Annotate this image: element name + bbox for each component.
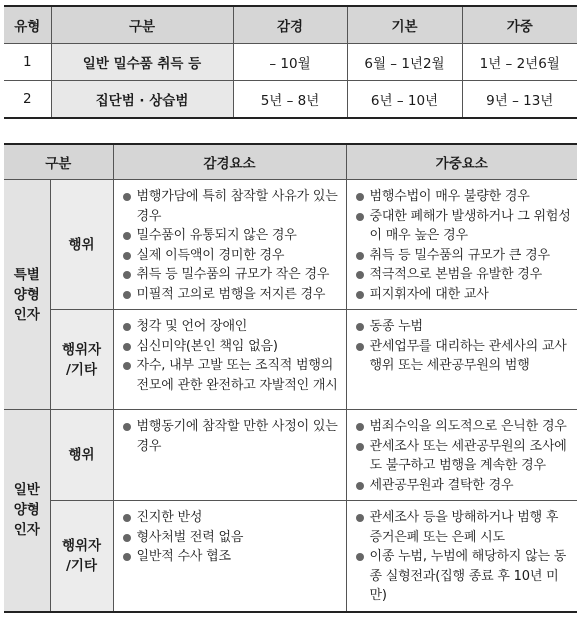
label-line: 인자 [13, 522, 40, 539]
sentencing-factors-table [4, 143, 577, 613]
type-cell: 1 [4, 44, 51, 81]
factor-list [122, 508, 340, 567]
list-item: 적극적으로 본범을 유발한 경우 [355, 265, 572, 285]
list-item: 범행동기에 참작할 만한 사정이 있는 경우 [122, 417, 340, 456]
list-item: 범죄수익을 의도적으로 은닉한 경우 [355, 417, 572, 437]
mitigated-range-cell: 5년 – 8년 [233, 81, 347, 119]
act-label: 행위 [50, 410, 113, 501]
label-line: 양형 [13, 286, 40, 303]
factor-list [355, 508, 572, 606]
mitigating-factors-cell [113, 180, 346, 310]
list-item: 취득 등 밀수품의 규모가 큰 경우 [355, 246, 572, 266]
actor-other-label [50, 310, 113, 410]
category-cell: 집단범 · 상습범 [51, 81, 233, 119]
list-item: 미필적 고의로 범행을 저지른 경우 [122, 285, 340, 305]
table-row [4, 310, 577, 410]
special-factors-label [4, 180, 50, 410]
list-item: 관세조사 등을 방해하거나 범행 후 증거은폐 또는 은폐 시도 [355, 508, 572, 547]
factor-list [355, 317, 572, 376]
header-mitigating-factors: 감경요소 [113, 144, 346, 180]
general-factors-label [4, 410, 50, 612]
label-line: 행위자 [61, 341, 102, 358]
table-row [4, 501, 577, 612]
list-item: 중대한 폐해가 발생하거나 그 위험성이 매우 높은 경우 [355, 207, 572, 246]
list-item: 관세조사 또는 세관공무원의 조사에도 불구하고 범행을 계속한 경우 [355, 437, 572, 476]
header-basic: 기본 [347, 6, 462, 44]
list-item: 관세업무를 대리하는 관세사의 교사행위 또는 세관공무원의 범행 [355, 337, 572, 376]
list-item: 형사처벌 전력 없음 [122, 528, 340, 548]
table-row [4, 81, 577, 119]
list-item: 실제 이득액이 경미한 경우 [122, 246, 340, 266]
table-row [4, 44, 577, 81]
list-item: 자수, 내부 고발 또는 조직적 범행의 전모에 관한 완전하고 자발적인 개시 [122, 356, 340, 395]
list-item: 심신미약(본인 책임 없음) [122, 337, 340, 357]
factor-list [122, 187, 340, 304]
list-item: 범행수법이 매우 불량한 경우 [355, 187, 572, 207]
label-line: 특별 [13, 266, 40, 283]
factor-list [122, 417, 340, 456]
list-item: 일반적 수사 협조 [122, 547, 340, 567]
factor-list [355, 417, 572, 495]
mitigating-factors-cell [113, 410, 346, 501]
mitigating-factors-cell [113, 501, 346, 612]
label-line: 인자 [13, 306, 40, 323]
table-row [4, 180, 577, 310]
aggravating-factors-cell [346, 501, 577, 612]
type-cell: 2 [4, 81, 51, 119]
actor-other-label [50, 501, 113, 612]
list-item: 이종 누범, 누범에 해당하지 않는 동종 실형전과(집행 종료 후 10년 미만) [355, 547, 572, 606]
table-header-row [4, 144, 577, 180]
basic-range-cell: 6월 – 1년2월 [347, 44, 462, 81]
sentencing-range-table [4, 5, 577, 119]
list-item: 진지한 반성 [122, 508, 340, 528]
aggravated-range-cell: 1년 – 2년6월 [462, 44, 577, 81]
list-item: 밀수품이 유통되지 않은 경우 [122, 226, 340, 246]
table-row [4, 410, 577, 501]
header-type: 유형 [4, 6, 51, 44]
list-item: 청각 및 언어 장애인 [122, 317, 340, 337]
list-item: 취득 등 밀수품의 규모가 작은 경우 [122, 265, 340, 285]
act-label: 행위 [50, 180, 113, 310]
label-line: 양형 [13, 502, 40, 519]
basic-range-cell: 6년 – 10년 [347, 81, 462, 119]
label-line: /기타 [65, 557, 97, 574]
category-cell: 일반 밀수품 취득 등 [51, 44, 233, 81]
aggravated-range-cell: 9년 – 13년 [462, 81, 577, 119]
aggravating-factors-cell [346, 310, 577, 410]
label-line: 행위자 [61, 537, 102, 554]
aggravating-factors-cell [346, 410, 577, 501]
aggravating-factors-cell [346, 180, 577, 310]
label-line: /기타 [65, 361, 97, 378]
header-aggravated: 가중 [462, 6, 577, 44]
list-item: 동종 누범 [355, 317, 572, 337]
header-category: 구분 [4, 144, 113, 180]
header-category: 구분 [51, 6, 233, 44]
factor-list [355, 187, 572, 304]
mitigated-range-cell: – 10월 [233, 44, 347, 81]
label-line: 일반 [13, 482, 40, 499]
table-header-row [4, 6, 577, 44]
mitigating-factors-cell [113, 310, 346, 410]
header-mitigated: 감경 [233, 6, 347, 44]
list-item: 피지휘자에 대한 교사 [355, 285, 572, 305]
list-item: 세관공무원과 결탁한 경우 [355, 476, 572, 496]
factor-list [122, 317, 340, 395]
list-item: 범행가담에 특히 참작할 사유가 있는 경우 [122, 187, 340, 226]
header-aggravating-factors: 가중요소 [346, 144, 577, 180]
